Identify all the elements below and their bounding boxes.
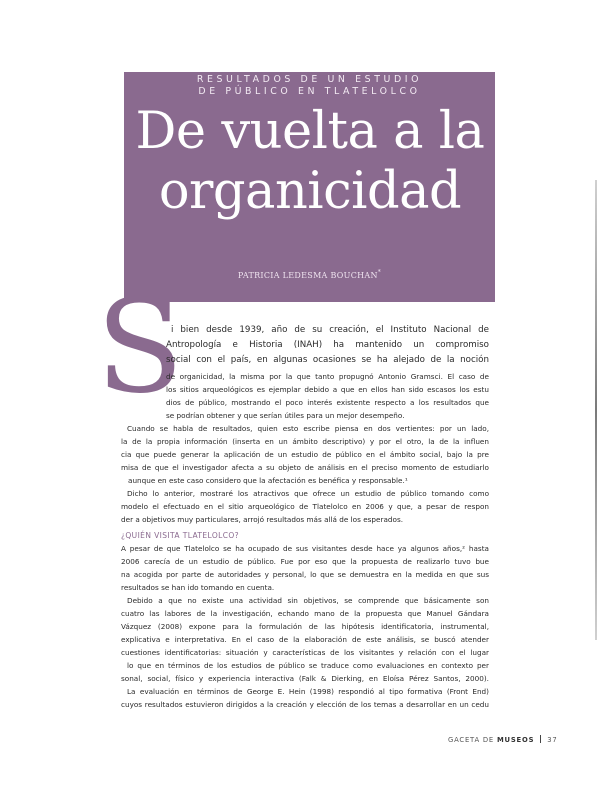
title-banner (124, 72, 495, 302)
body-line: de organicidad, la misma por la que tanto propugnó Antonio Gramsci. El caso de (166, 372, 489, 381)
section-line: na acogida por parte de autoridades y personal, lo que se demuestra en la medida en que sus (121, 570, 489, 579)
section-line: cuatro las labores de la investigación, echando mano de la propuesta que Manuel Gándara (121, 609, 489, 618)
section-heading: ¿QUIÉN VISITA TLATELOLCO? (121, 531, 240, 540)
section-line: cuestiones identificatorias: situación y características de los visitantes y relación con el lugar (121, 648, 489, 657)
section-line: lo que en términos de los estudios de público se traduce como evaluaciones en contexto per (127, 661, 489, 670)
section-line: Vázquez (2008) expone para la formulación de las hipótesis identificatoria, instrumental, (121, 622, 489, 631)
author-name: PATRICIA LEDESMA BOUCHAN (237, 271, 378, 280)
body-line: Dicho lo anterior, mostraré los atractivos que ofrece un estudio de público tomando como (127, 489, 489, 498)
kicker-line-2: DE PÚBLICO EN TLATELOLCO (198, 86, 421, 97)
body-line: se podrían obtener y que serían útiles para un mejor desempeño. (166, 411, 405, 420)
body-line: dios de público, mostrando el poco interés existente respecto a los resultados que (166, 398, 489, 407)
intro-line: Antropología e Historia (INAH) ha mantenido un compromiso (166, 340, 489, 350)
kicker-line-1: RESULTADOS DE UN ESTUDIO (196, 74, 423, 85)
intro-line: i bien desde 1939, año de su creación, el Instituto Nacional de (171, 325, 489, 335)
section-line: A pesar de que Tlatelolco se ha ocupado de sus visitantes desde hace ya algunos años,² hasta (121, 544, 489, 553)
section-line: sonal, social, físico y experiencia interactiva (Falk & Dierking, en Eloísa Pérez Santos, 2000). (121, 674, 489, 683)
title-line-2: organicidad (158, 162, 462, 221)
intro-line: social con el país, en algunas ocasiones se ha alejado de la noción (166, 355, 489, 365)
body-line: aunque en este caso considero que la afectación es benéfica y responsable.¹ (128, 476, 408, 485)
drop-cap: S (96, 273, 184, 422)
section-line: Debido a que no existe una actividad sin objetivos, se comprende que básicamente son (127, 596, 489, 605)
title-line-1: De vuelta a la (135, 102, 485, 161)
magazine-name-bold: MUSEOS (496, 736, 535, 744)
section-line: La evaluación en términos de George E. Hein (1998) respondió al tipo formativa (Front End) (127, 687, 489, 696)
body-line: los sitios arqueológicos es ejemplar debido a que en ellos han sido escasos los estu (166, 385, 489, 394)
body-line: Cuando se habla de resultados, quien esto escribe piensa en dos vertientes: por un lado, (127, 424, 489, 433)
body-line: modelo el efectuado en el sitio arqueológico de Tlatelolco en 2006 y que, a pesar de respon (121, 502, 489, 511)
body-line: der a objetivos muy particulares, arrojó resultados más allá de los esperados. (121, 515, 404, 524)
magazine-name-prefix: GACETA DE (448, 736, 497, 744)
section-line: explicativa e interpretativa. En el caso de la elaboración de este análisis, se buscó atender (121, 635, 489, 644)
page-number: 37 (547, 736, 558, 744)
section-line: 2006 carecía de un estudio de público. Fue por eso que la propuesta de realizarlo tuvo bue (121, 557, 489, 566)
page-spine-shadow (595, 180, 597, 640)
page-footer (448, 735, 558, 744)
body-line: cia que puede generar la aplicación de un estudio de público en el ámbito social, bajo la pre (121, 450, 489, 459)
body-line: misa de que el investigador afecta a su objeto de análisis en el preciso momento de estudiarlo (121, 463, 489, 472)
body-line: la de la propia información (inserta en un ámbito descriptivo) y por el otro, la de la influen (121, 437, 489, 446)
section-line: resultados se han ido tomando en cuenta. (121, 583, 275, 592)
footer-divider (540, 735, 541, 743)
section-line: cuyos resultados estuvieron dirigidos a la creación y elección de los temas a desarrollar en un cedu (121, 700, 489, 709)
author-footnote-mark: * (377, 269, 382, 276)
